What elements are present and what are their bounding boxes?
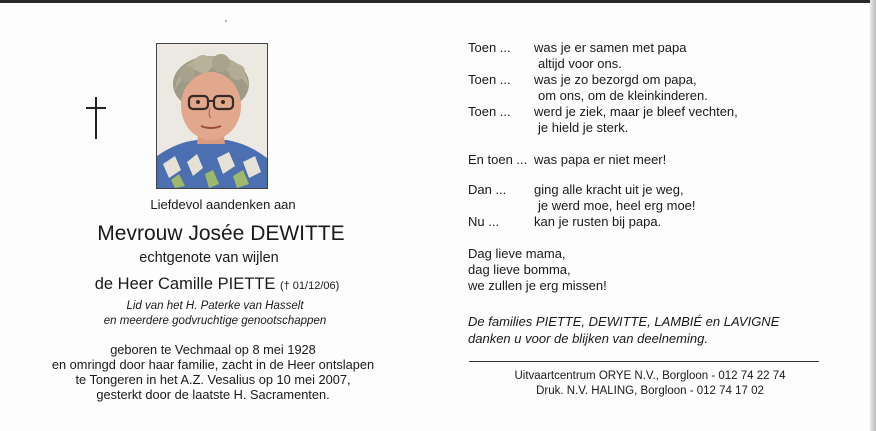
card-right-edge bbox=[870, 0, 876, 431]
membership-line-2: en meerdere godvruchtige genootschappen bbox=[103, 315, 327, 327]
funeral-home-imprint: Uitvaartcentrum ORYE N.V., Borgloon - 012 74 22 74 bbox=[514, 370, 786, 382]
printer-imprint: Druk. N.V. HALING, Borgloon - 012 74 17 02 bbox=[536, 385, 764, 397]
poem-line: Dag lieve mama, bbox=[468, 246, 566, 261]
husband-name: de Heer Camille PIETTE bbox=[94, 275, 276, 293]
poem-line: Nu ... kan je rusten bij papa. bbox=[468, 214, 662, 229]
remembrance-heading: Liefdevol aandenken aan bbox=[150, 197, 296, 212]
deceased-name: Mevrouw Josée DEWITTE bbox=[97, 222, 345, 245]
bio-line: te Tongeren in het A.Z. Vesalius op 10 mei 2007, bbox=[75, 372, 351, 387]
spouse-of-line: echtgenote van wijlen bbox=[139, 250, 279, 266]
husband-death-date: († 01/12/06) bbox=[279, 280, 340, 292]
poem-line: we zullen je erg missen! bbox=[468, 278, 607, 293]
thanks-line: danken u voor de blijken van deelneming. bbox=[468, 331, 708, 346]
poem-line: Toen ... was je zo bezorgd om papa, bbox=[468, 72, 697, 87]
poem-line: Dan ... ging alle kracht uit je weg, bbox=[468, 182, 684, 197]
poem-line: Toen ... was je er samen met papa bbox=[468, 40, 687, 55]
families-line: De families PIETTE, DEWITTE, LAMBIÉ en LAVIGNE bbox=[468, 314, 780, 329]
poem-line: je hield je sterk. bbox=[538, 120, 629, 135]
poem-line: je werd moe, heel erg moe! bbox=[538, 198, 696, 213]
bio-line: gesterkt door de laatste H. Sacramenten. bbox=[96, 387, 330, 402]
poem-line: om ons, om de kleinkinderen. bbox=[538, 88, 708, 103]
divider-rule bbox=[469, 361, 819, 362]
poem-line: Toen ... werd je ziek, maar je bleef vechten, bbox=[468, 104, 738, 119]
membership-line-1: Lid van het H. Paterke van Hasselt bbox=[126, 300, 304, 312]
portrait-photo bbox=[156, 43, 268, 189]
husband-line bbox=[0, 275, 436, 294]
cross-icon bbox=[86, 97, 106, 139]
bio-line: en omringd door haar familie, zacht in de Heer ontslapen bbox=[51, 357, 375, 372]
poem-line: dag lieve bomma, bbox=[468, 262, 571, 277]
poem-line: En toen ... was papa er niet meer! bbox=[468, 152, 667, 167]
bio-line: geboren te Vechmaal op 8 mei 1928 bbox=[110, 342, 316, 357]
poem-line: altijd voor ons. bbox=[538, 56, 622, 71]
right-panel bbox=[438, 0, 870, 431]
